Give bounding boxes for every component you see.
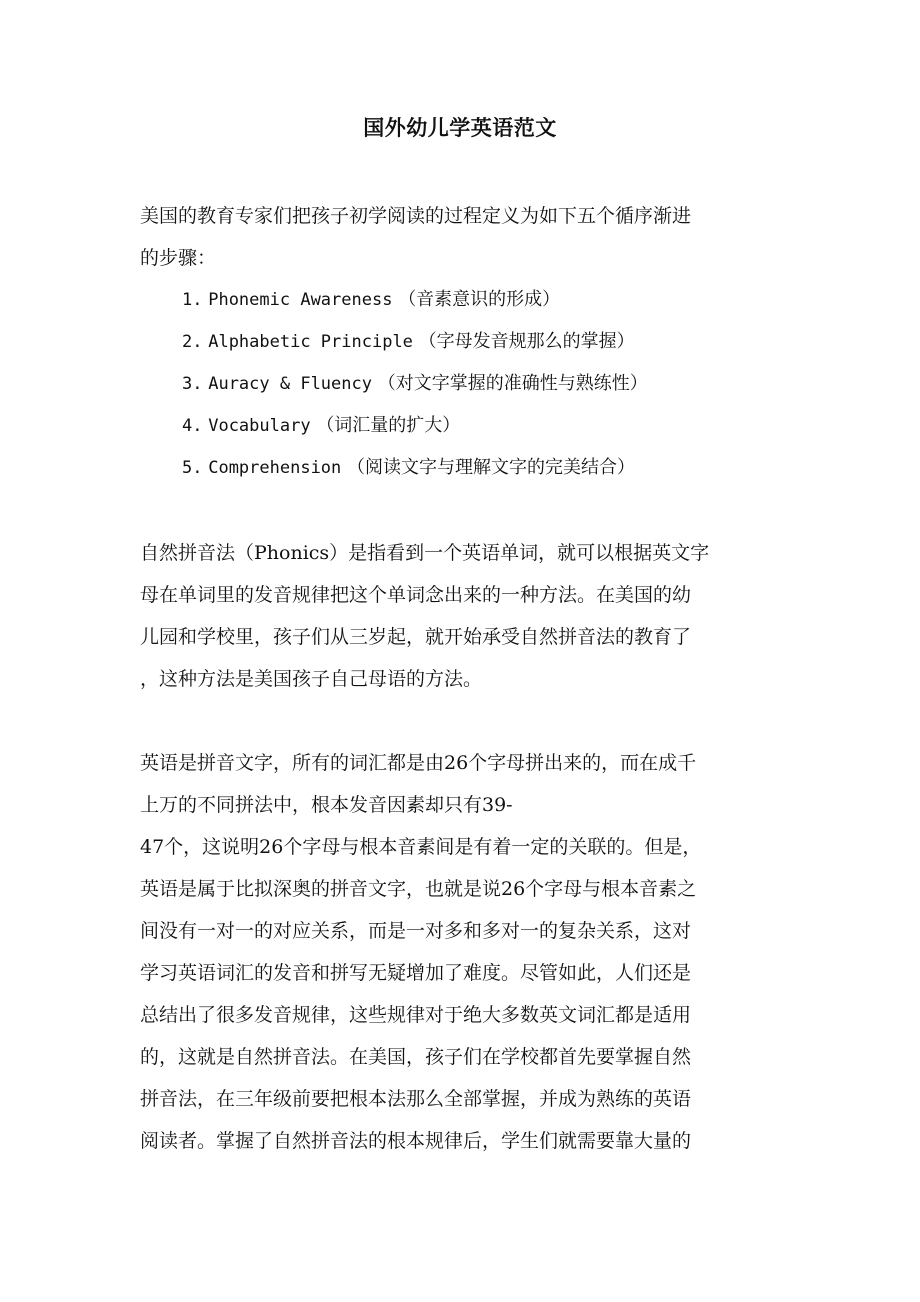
- paragraph-line: 间没有一对一的对应关系，而是一对多和多对一的复杂关系，这对: [140, 920, 692, 942]
- intro-line: 美国的教育专家们把孩子初学阅读的过程定义为如下五个循序渐进: [140, 205, 692, 227]
- step-number: 5.: [182, 458, 203, 478]
- step-number: 1.: [182, 290, 203, 310]
- paragraph-line: 上万的不同拼法中，根本发音因素却只有39-: [140, 794, 513, 816]
- step-english: Auracy & Fluency: [208, 374, 372, 394]
- step-chinese: （阅读文字与理解文字的完美结合）: [347, 457, 636, 478]
- paragraph-line: 自然拼音法（Phonics）是指看到一个英语单词，就可以根据英文字: [140, 542, 710, 564]
- step-chinese: （字母发音规那么的掌握）: [418, 331, 635, 352]
- intro-line: 的步骤：: [140, 247, 217, 269]
- paragraph-line: 母在单词里的发音规律把这个单词念出来的一种方法。在美国的幼: [140, 584, 692, 606]
- step-chinese: （音素意识的形成）: [398, 289, 561, 310]
- step-chinese: （对文字掌握的准确性与熟练性）: [377, 373, 648, 394]
- list-item: [182, 329, 635, 355]
- paragraph-line: 拼音法，在三年级前要把根本法那么全部掌握，并成为熟练的英语: [140, 1088, 692, 1110]
- list-item: [182, 287, 560, 313]
- paragraph-line: 英语是属于比拟深奥的拼音文字，也就是说26个字母与根本音素之: [140, 878, 697, 900]
- step-number: 3.: [182, 374, 203, 394]
- paragraph-line: ，这种方法是美国孩子自己母语的方法。: [140, 668, 483, 690]
- paragraph-line: 儿园和学校里，孩子们从三岁起，就开始承受自然拼音法的教育了: [140, 626, 692, 648]
- list-item: [182, 371, 648, 397]
- paragraph-line: 学习英语词汇的发音和拼写无疑增加了难度。尽管如此，人们还是: [140, 962, 692, 984]
- paragraph-line: 总结出了很多发音规律，这些规律对于绝大多数英文词汇都是适用: [140, 1004, 692, 1026]
- step-chinese: （词汇量的扩大）: [316, 415, 461, 436]
- paragraph-line: 的，这就是自然拼音法。在美国，孩子们在学校都首先要掌握自然: [140, 1046, 692, 1068]
- step-english: Alphabetic Principle: [208, 332, 413, 352]
- step-english: Vocabulary: [208, 416, 311, 436]
- paragraph-line: 阅读者。掌握了自然拼音法的根本规律后，学生们就需要靠大量的: [140, 1130, 692, 1152]
- document-title: 国外幼儿学英语范文: [363, 115, 557, 140]
- list-item: [182, 413, 460, 439]
- paragraph-line: 英语是拼音文字，所有的词汇都是由26个字母拼出来的，而在成千: [140, 752, 697, 774]
- paragraph-line: 47个，这说明26个字母与根本音素间是有着一定的关联的。但是，: [140, 836, 702, 858]
- step-english: Phonemic Awareness: [208, 290, 393, 310]
- step-number: 4.: [182, 416, 203, 436]
- step-english: Comprehension: [208, 458, 342, 478]
- list-item: [182, 455, 635, 481]
- step-number: 2.: [182, 332, 203, 352]
